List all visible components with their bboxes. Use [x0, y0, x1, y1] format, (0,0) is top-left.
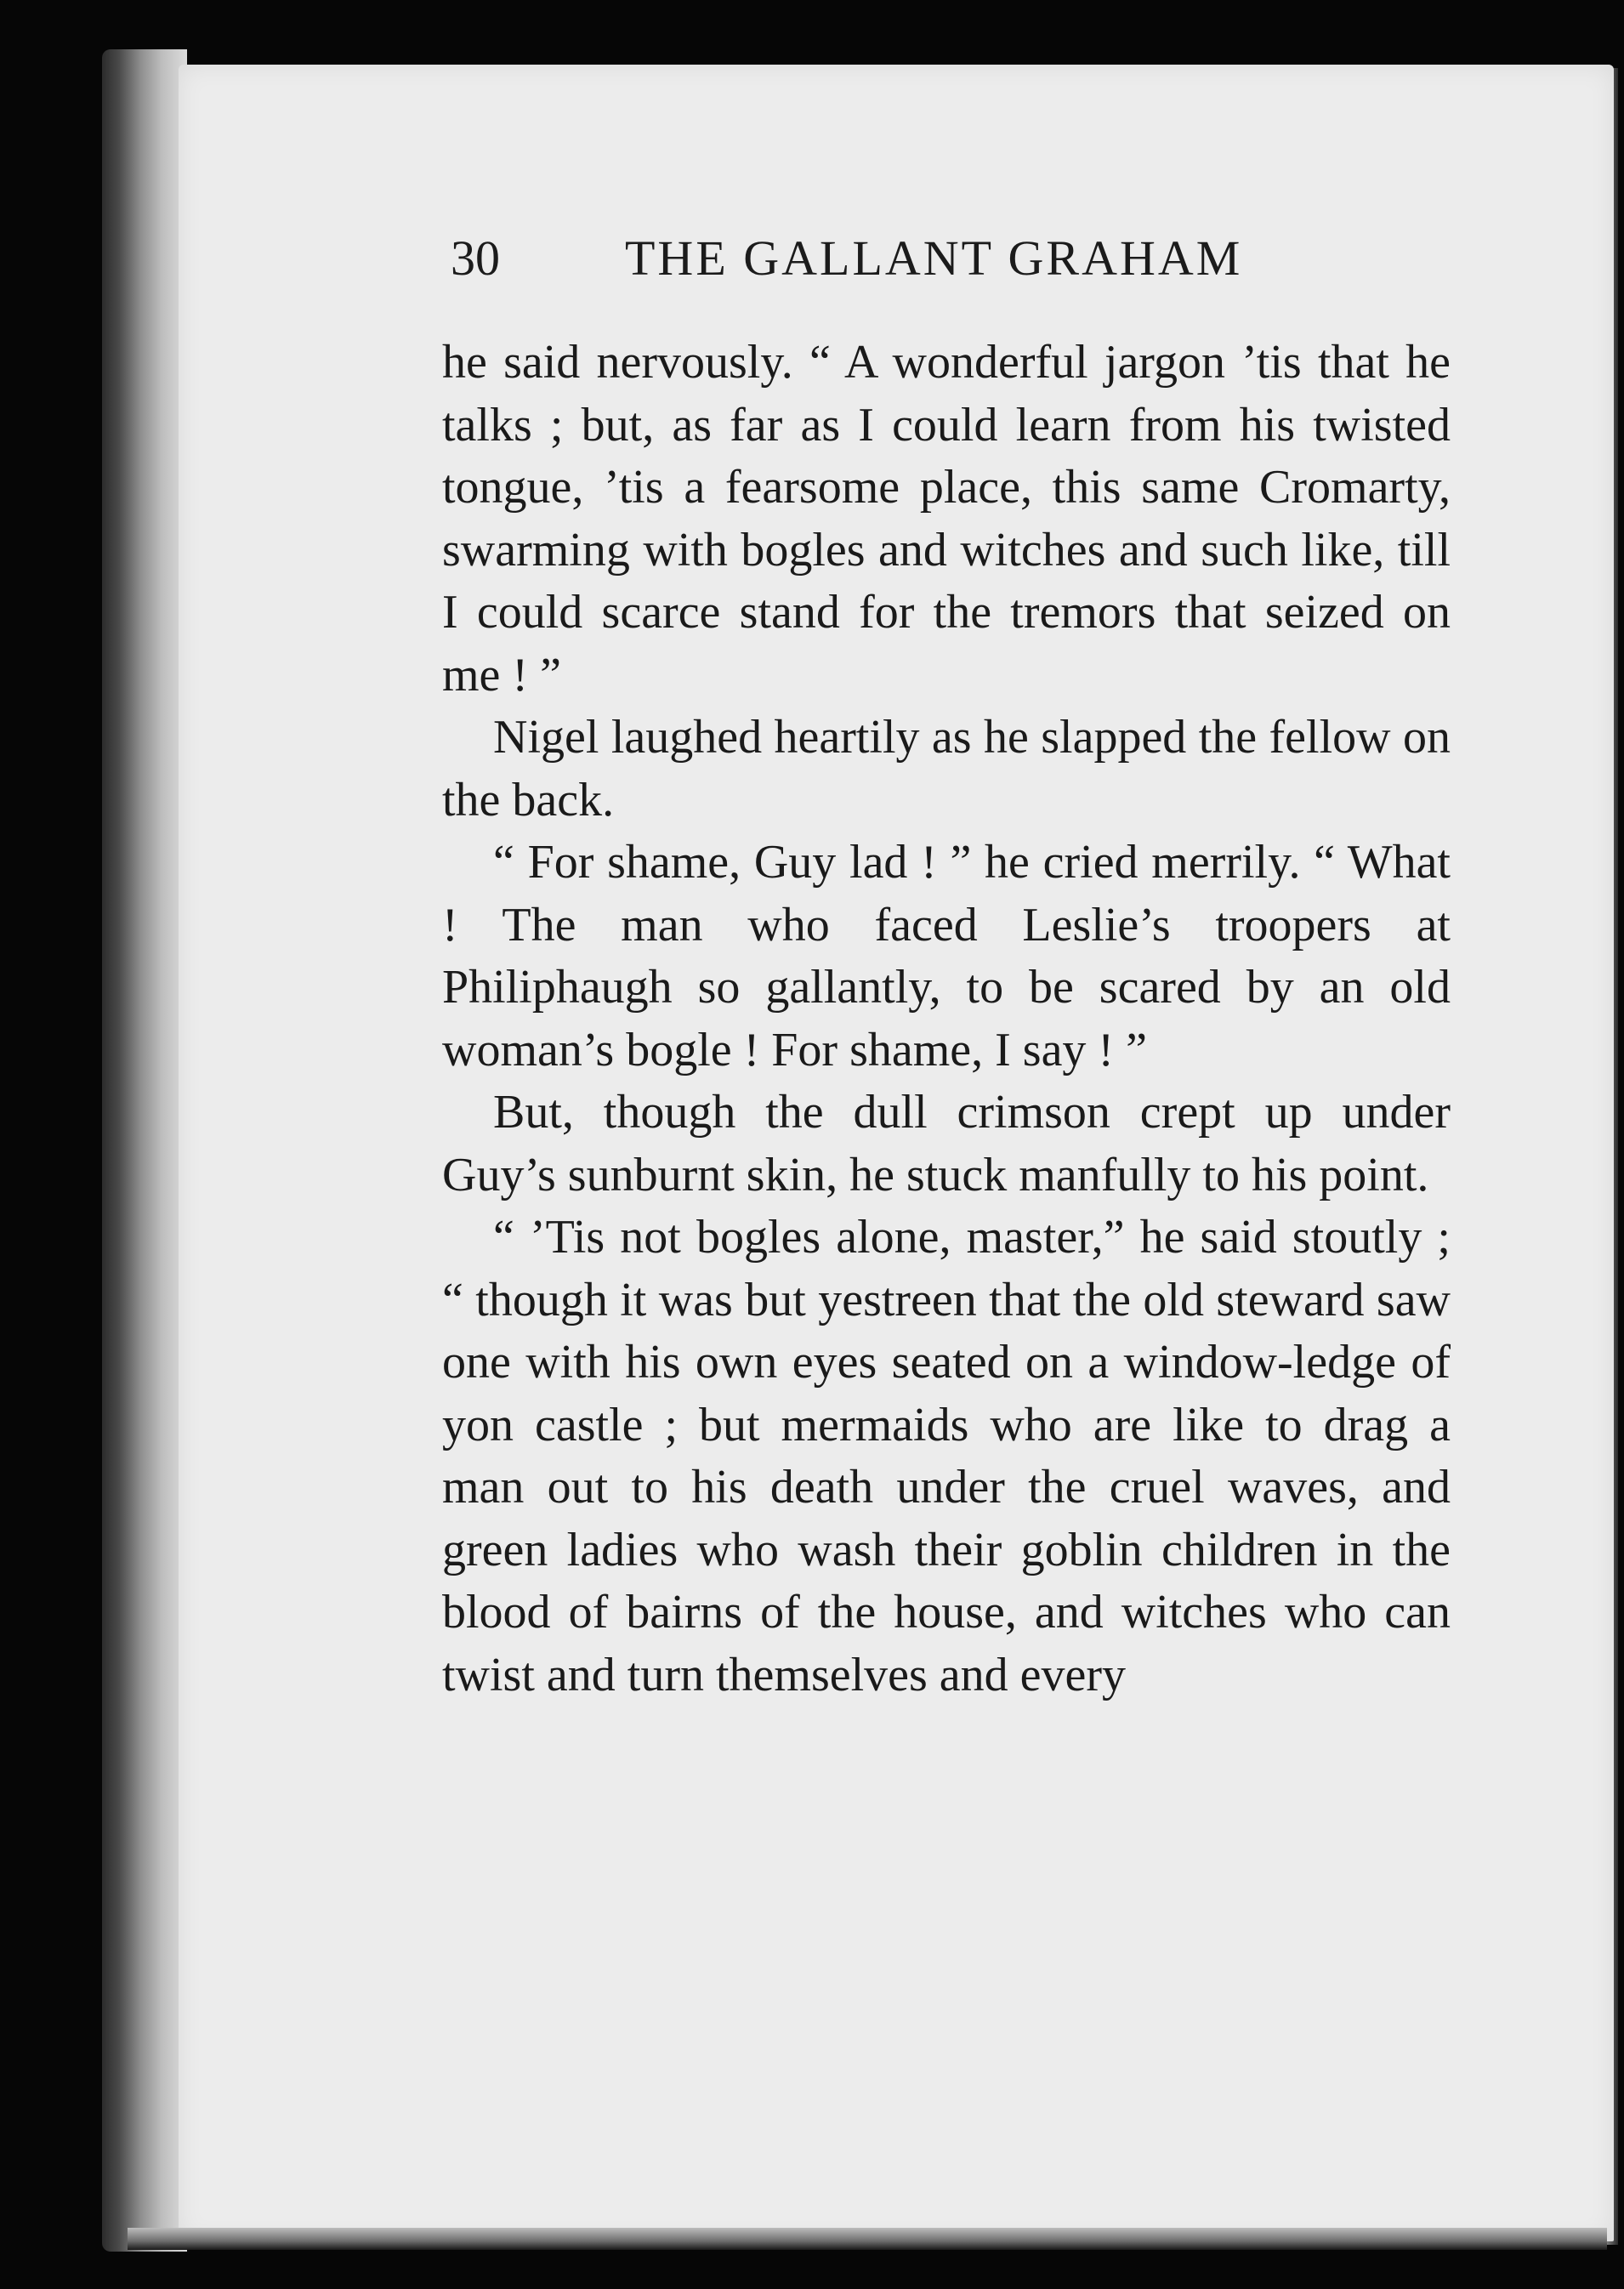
book-spine-edge [102, 49, 187, 2252]
paragraph: “ ’Tis not bogles alone, master,” he said stoutly ; “ though it was but yestreen that the old steward saw one with his own eyes seated on a window-ledge of yon castle ; but mermaids who are like to drag a man out to his death under the cruel waves, and green ladies who wash their goblin children in the blood of bairns of the house, and witches who can twist and turn themselves and every [442, 1211, 1451, 1701]
running-header [451, 230, 1318, 298]
paragraph: “ For shame, Guy lad ! ” he cried merrily. “ What ! The man who faced Leslie’s troopers at Philiphaugh so gallantly, to be scared by an old woman’s bogle ! For shame, I say ! ” [442, 836, 1451, 1076]
page-bottom-edge [128, 2228, 1607, 2250]
paragraph: Nigel laughed heartily as he slapped the fellow on the back. [442, 711, 1451, 826]
paragraph: he said nervously. “ A wonderful jargon ’tis that he talks ; but, as far as I could learn from his twisted tongue, ’tis a fearsome place, this same Cromarty, swarming with bogles and witches and such like, till I could scarce stand for the tremors that seized on me ! ” [442, 336, 1451, 701]
running-title: THE GALLANT GRAHAM [625, 230, 1243, 286]
body-text [442, 332, 1451, 1707]
page-number: 30 [451, 230, 500, 286]
paragraph: But, though the dull crimson crept up under Guy’s sunburnt skin, he stuck manfully to his point. [442, 1086, 1451, 1201]
